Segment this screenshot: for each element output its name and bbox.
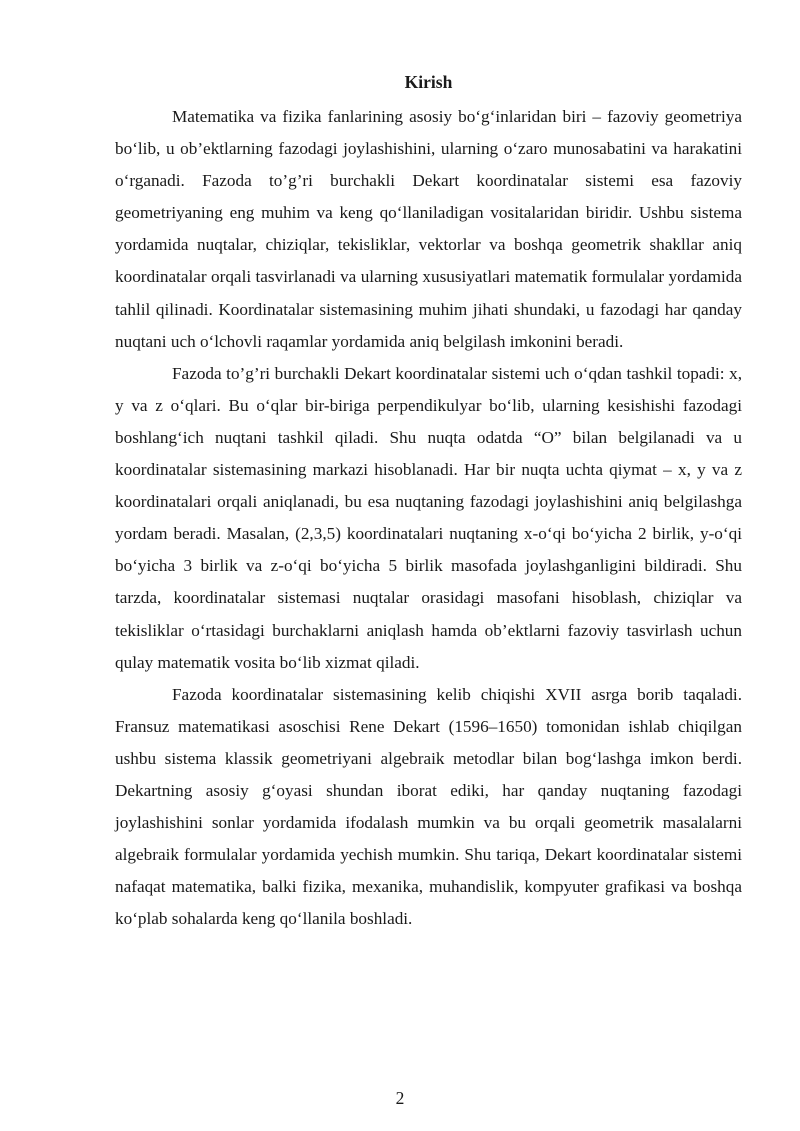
paragraph-axes: Fazoda to’g’ri burchakli Dekart koordinatalar sistemi uch o‘qdan tashkil topadi: x, y va z o‘qlari. Bu o‘qlar bir-biriga perpendikulyar bo‘lib, ularning kesishishi fazodagi boshlang‘ich nuqtani tashkil qiladi. Shu nuqta odatda “O” bilan belgilanadi va u koordinatalar sistemasining markazi hisoblanadi. Har bir nuqta uchta qiymat – x, y va z koordinatalari orqali aniqlanadi, bu esa nuqtaning fazodagi joylashishini aniq belgilashga yordam beradi. Masalan, (2,3,5) koordinatalari nuqtaning x-o‘qi bo‘yicha 2 birlik, y-o‘qi bo‘yicha 3 birlik va z-o‘qi bo‘yicha 5 birlik masofada joylashganligini bildiradi. Shu tarzda, koordinatalar sistemasi nuqtalar orasidagi masofani hisoblash, chiziqlar va tekisliklar o‘rtasidagi burchaklarni aniqlash hamda ob’ektlarni fazoviy tasvirlash uchun qulay matematik vosita bo‘lib xizmat qiladi. [115, 363, 742, 672]
document-page [115, 70, 742, 935]
section-heading: Kirish [404, 72, 453, 92]
paragraph-intro: Matematika va fizika fanlarining asosiy bo‘g‘inlaridan biri – fazoviy geometriya bo‘lib, u ob’ektlarning fazodagi joylashishini, ularning o‘zaro munosabatini va harakatini o‘rganadi. Fazoda to’g’ri burchakli Dekart koordinatalar sistemi esa fazoviy geometriyaning eng muhim va keng qo‘llaniladigan vositalaridan biridir. Ushbu sistema yordamida nuqtalar, chiziqlar, tekisliklar, vektorlar va boshqa geometrik shakllar aniq koordinatalar orqali tasvirlanadi va ularning xususiyatlari matematik formulalar yordamida tahlil qilinadi. Koordinatalar sistemasining muhim jihati shundaki, u fazodagi har qanday nuqtani uch o‘lchovli raqamlar yordamida aniq belgilash imkonini beradi. [115, 107, 742, 351]
paragraph-history: Fazoda koordinatalar sistemasining kelib chiqishi XVII asrga borib taqaladi. Fransuz matematikasi asoschisi Rene Dekart (1596–1650) tomonidan ishlab chiqilgan ushbu sistema klassik geometriyani algebraik metodlar bilan bog‘lashga imkon berdi. Dekartning asosiy g‘oyasi shundan iborat ediki, har qanday nuqtaning fazodagi joylashishini sonlar yordamida ifodalash mumkin va bu orqali geometrik masalalarni algebraik formulalar yordamida yechish mumkin. Shu tariqa, Dekart koordinatalar sistemi nafaqat matematika, balki fizika, mexanika, muhandislik, kompyuter grafikasi va boshqa ko‘plab sohalarda keng qo‘llanila boshladi. [115, 684, 742, 929]
page-number: 2 [395, 1088, 405, 1108]
